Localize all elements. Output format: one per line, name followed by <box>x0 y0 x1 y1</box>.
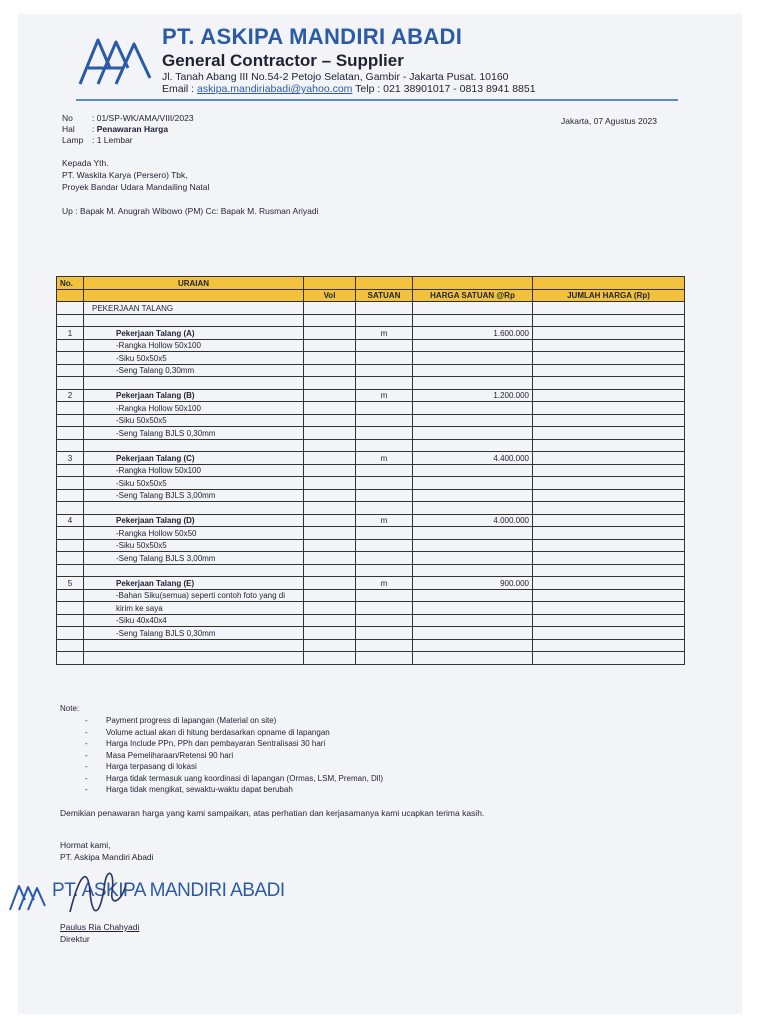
note-bullet: - <box>85 785 88 794</box>
cell-harga <box>413 552 533 565</box>
cell-desc: Pekerjaan Talang (E) <box>84 577 304 590</box>
cell-satuan <box>356 589 413 602</box>
note-bullet: - <box>85 750 88 760</box>
hal-value: Penawaran Harga <box>96 124 169 134</box>
cell-desc: -Seng Talang BJLS 3,00mm <box>84 552 304 565</box>
no-label: No <box>62 113 73 123</box>
table-row <box>57 527 685 540</box>
cell-satuan <box>356 377 413 390</box>
cell-no <box>57 352 84 365</box>
table-row <box>57 389 685 402</box>
cell-jumlah <box>533 364 685 377</box>
cell-desc: Pekerjaan Talang (A) <box>84 327 304 340</box>
company-logo-icon <box>76 28 160 88</box>
signature-scribble-icon <box>60 862 130 922</box>
note-item <box>60 715 383 727</box>
note-text: Harga Include PPn, PPh dan pembayaran Sentralisasi 30 hari <box>106 739 326 748</box>
table-row <box>57 464 685 477</box>
cell-no <box>57 427 84 440</box>
note-text: Volume actual akan di hitung berdasarkan opname di lapangan <box>106 727 330 737</box>
table-row <box>57 564 685 577</box>
cell-harga <box>413 652 533 665</box>
cell-no: 5 <box>57 577 84 590</box>
recipient-line-3: Proyek Bandar Udara Mandailing Natal <box>62 182 210 192</box>
cell-jumlah <box>533 514 685 527</box>
cell-jumlah <box>533 427 685 440</box>
cell-desc: -Siku 50x50x5 <box>84 414 304 427</box>
cell-vol <box>304 389 356 402</box>
note-text: Harga tidak mengikat, sewaktu-waktu dapat berubah <box>106 785 293 794</box>
cell-satuan <box>356 602 413 615</box>
cell-no <box>57 489 84 502</box>
cell-jumlah <box>533 577 685 590</box>
cell-jumlah <box>533 339 685 352</box>
cell-vol <box>304 639 356 652</box>
cell-satuan <box>356 564 413 577</box>
cell-harga <box>413 502 533 515</box>
cell-satuan <box>356 539 413 552</box>
cell-vol <box>304 452 356 465</box>
cell-harga: 900.000 <box>413 577 533 590</box>
cell-jumlah <box>533 452 685 465</box>
table-row <box>57 452 685 465</box>
cell-vol <box>304 564 356 577</box>
cell-harga <box>413 464 533 477</box>
company-stamp: PT. ASKIPA MANDIRI ABADI <box>52 880 285 901</box>
cell-no <box>57 414 84 427</box>
note-text: Harga terpasang di lokasi <box>106 762 197 771</box>
cell-harga: 1.200.000 <box>413 389 533 402</box>
cell-no <box>57 339 84 352</box>
cell-no <box>57 402 84 415</box>
cell-vol <box>304 514 356 527</box>
cell-jumlah <box>533 389 685 402</box>
table-row <box>57 502 685 515</box>
cell-jumlah <box>533 552 685 565</box>
cell-desc: Pekerjaan Talang (D) <box>84 514 304 527</box>
cell-satuan <box>356 414 413 427</box>
cell-harga <box>413 377 533 390</box>
cell-no <box>57 527 84 540</box>
header-blank-jumlah <box>533 277 685 290</box>
header-blank-uraian <box>84 289 304 302</box>
lamp-label: Lamp <box>62 135 84 145</box>
cell-desc: -Siku 50x50x5 <box>84 539 304 552</box>
cell-desc <box>84 314 304 327</box>
cell-no <box>57 377 84 390</box>
table-row <box>57 314 685 327</box>
cell-satuan <box>356 502 413 515</box>
cell-desc: -Seng Talang 0,30mm <box>84 364 304 377</box>
cell-no: 4 <box>57 514 84 527</box>
cell-no <box>57 539 84 552</box>
cell-satuan <box>356 439 413 452</box>
cell-jumlah <box>533 652 685 665</box>
cell-desc <box>84 377 304 390</box>
note-item <box>60 761 383 773</box>
cell-vol <box>304 439 356 452</box>
cell-vol <box>304 314 356 327</box>
cell-vol <box>304 577 356 590</box>
company-contact <box>162 83 536 95</box>
cell-no: 3 <box>57 452 84 465</box>
cell-satuan: m <box>356 327 413 340</box>
table-row <box>57 327 685 340</box>
cell-satuan: m <box>356 514 413 527</box>
cell-satuan <box>356 314 413 327</box>
cell-vol <box>304 602 356 615</box>
cell-no <box>57 314 84 327</box>
cell-jumlah <box>533 614 685 627</box>
cell-no <box>57 464 84 477</box>
cell-satuan <box>356 652 413 665</box>
cell-harga <box>413 589 533 602</box>
cell-jumlah <box>533 327 685 340</box>
table-row <box>57 402 685 415</box>
cell-satuan <box>356 489 413 502</box>
cell-vol <box>304 364 356 377</box>
notes-block <box>60 704 383 796</box>
letter-attachment <box>62 135 133 145</box>
cell-desc: -Rangka Hollow 50x100 <box>84 402 304 415</box>
cell-satuan <box>356 477 413 490</box>
company-address: Jl. Tanah Abang III No.54-2 Petojo Selatan, Gambir - Jakarta Pusat. 10160 <box>162 71 509 83</box>
cell-desc: -Rangka Hollow 50x100 <box>84 339 304 352</box>
cell-desc: -Siku 50x50x5 <box>84 352 304 365</box>
cell-satuan <box>356 527 413 540</box>
cell-no: 1 <box>57 327 84 340</box>
cell-vol <box>304 464 356 477</box>
table-row <box>57 339 685 352</box>
cell-harga <box>413 339 533 352</box>
cell-satuan <box>356 364 413 377</box>
cell-jumlah <box>533 627 685 640</box>
cell-desc: -Bahan Siku(semua) seperti contoh foto yang di <box>84 589 304 602</box>
recipient-line-1: Kepada Yth. <box>62 158 109 168</box>
cell-satuan <box>356 402 413 415</box>
cell-jumlah <box>533 314 685 327</box>
sign-greeting: Hormat kami, <box>60 840 111 850</box>
table-row <box>57 652 685 665</box>
header-vol: Vol <box>304 289 356 302</box>
cell-satuan <box>356 614 413 627</box>
cell-harga <box>413 414 533 427</box>
cell-desc: -Seng Talang BJLS 0,30mm <box>84 627 304 640</box>
cell-jumlah <box>533 527 685 540</box>
cell-satuan <box>356 427 413 440</box>
cell-vol <box>304 627 356 640</box>
cell-jumlah <box>533 477 685 490</box>
cell-jumlah <box>533 464 685 477</box>
cell-vol <box>304 339 356 352</box>
cell-desc: Pekerjaan Talang (B) <box>84 389 304 402</box>
table-row <box>57 364 685 377</box>
table-row <box>57 614 685 627</box>
cell-no <box>57 589 84 602</box>
cell-satuan <box>356 627 413 640</box>
signer-title: Direktur <box>60 934 90 944</box>
letter-date: Jakarta, 07 Agustus 2023 <box>561 116 657 126</box>
cell-harga <box>413 614 533 627</box>
cell-no <box>57 477 84 490</box>
signer-name: Paulus Ria Chahyadi <box>60 922 140 932</box>
table-row <box>57 539 685 552</box>
note-item <box>60 773 383 785</box>
cell-desc <box>84 639 304 652</box>
letter-number <box>62 113 194 123</box>
cell-jumlah <box>533 639 685 652</box>
cell-desc <box>84 439 304 452</box>
header-blank-no <box>57 289 84 302</box>
note-bullet: - <box>85 716 88 725</box>
section-title-row <box>57 302 685 315</box>
recipient-attention: Up : Bapak M. Anugrah Wibowo (PM) Cc: Bapak M. Rusman Ariyadi <box>62 206 319 216</box>
cell-harga <box>413 527 533 540</box>
cell-jumlah <box>533 402 685 415</box>
cell-no: 2 <box>57 389 84 402</box>
letter-subject: Hal : Penawaran Harga <box>62 124 169 134</box>
cell-harga: 4.400.000 <box>413 452 533 465</box>
cell-no <box>57 639 84 652</box>
cell-no <box>57 614 84 627</box>
stamp-logo-icon <box>8 878 48 912</box>
cell-harga <box>413 602 533 615</box>
cell-harga <box>413 539 533 552</box>
cell-jumlah <box>533 489 685 502</box>
header-blank-vol <box>304 277 356 290</box>
table-row <box>57 589 685 602</box>
cell-desc: -Rangka Hollow 50x50 <box>84 527 304 540</box>
table-row <box>57 552 685 565</box>
cell-desc <box>84 502 304 515</box>
cell-vol <box>304 427 356 440</box>
note-bullet: - <box>85 773 88 783</box>
table-row <box>57 427 685 440</box>
note-text: Harga tidak termasuk uang koordinasi di lapangan (Ormas, LSM, Preman, Dll) <box>106 773 384 783</box>
cell-harga <box>413 402 533 415</box>
cell-desc: Pekerjaan Talang (C) <box>84 452 304 465</box>
note-text: Payment progress di lapangan (Material on site) <box>106 716 277 725</box>
note-bullet: - <box>85 762 88 771</box>
hal-label: Hal <box>62 124 75 134</box>
cell-desc <box>84 652 304 665</box>
cell-harga <box>413 352 533 365</box>
table-row <box>57 377 685 390</box>
table-row <box>57 477 685 490</box>
cell-desc: -Seng Talang BJLS 0,30mm <box>84 427 304 440</box>
cell-no <box>57 502 84 515</box>
note-bullet: - <box>85 739 88 748</box>
email-label: Email : <box>162 83 195 95</box>
table-row <box>57 352 685 365</box>
cell-jumlah <box>533 377 685 390</box>
cell-vol <box>304 502 356 515</box>
cell-no <box>57 439 84 452</box>
cell-jumlah <box>533 539 685 552</box>
cell-vol <box>304 377 356 390</box>
cell-desc: -Rangka Hollow 50x100 <box>84 464 304 477</box>
note-item <box>60 727 383 739</box>
cell-desc: kirim ke saya <box>84 602 304 615</box>
phone-text: Telp : 021 38901017 - 0813 8941 8851 <box>355 83 536 95</box>
cell-no <box>57 364 84 377</box>
cell-harga <box>413 477 533 490</box>
cell-vol <box>304 527 356 540</box>
company-tagline: General Contractor – Supplier <box>162 51 404 70</box>
cell-vol <box>304 489 356 502</box>
cell-harga <box>413 364 533 377</box>
sign-company: PT. Askipa Mandiri Abadi <box>60 852 154 862</box>
table-row <box>57 602 685 615</box>
table-row <box>57 627 685 640</box>
cell-jumlah <box>533 502 685 515</box>
cell-vol <box>304 477 356 490</box>
header-uraian: URAIAN <box>84 277 304 290</box>
lamp-value: : 1 Lembar <box>92 135 133 145</box>
table-header-row-1 <box>57 277 685 290</box>
cell-jumlah <box>533 602 685 615</box>
header-divider <box>76 99 678 101</box>
cell-vol <box>304 327 356 340</box>
cell-desc <box>84 564 304 577</box>
header-no: No. <box>57 277 84 290</box>
cell-harga <box>413 627 533 640</box>
cell-satuan: m <box>356 577 413 590</box>
cell-vol <box>304 414 356 427</box>
table-row <box>57 439 685 452</box>
table-row <box>57 639 685 652</box>
header-satuan: SATUAN <box>356 289 413 302</box>
no-value: : 01/SP-WK/AMA/VIII/2023 <box>92 113 194 123</box>
cell-harga <box>413 427 533 440</box>
header-blank-satuan <box>356 277 413 290</box>
cell-desc: -Siku 40x40x4 <box>84 614 304 627</box>
cell-satuan <box>356 639 413 652</box>
cell-jumlah <box>533 589 685 602</box>
cell-no <box>57 627 84 640</box>
cell-satuan: m <box>356 389 413 402</box>
cell-harga <box>413 639 533 652</box>
cell-harga: 4.000.000 <box>413 514 533 527</box>
cell-vol <box>304 402 356 415</box>
cell-harga: 1.600.000 <box>413 327 533 340</box>
cell-jumlah <box>533 564 685 577</box>
cell-satuan <box>356 352 413 365</box>
cell-vol <box>304 652 356 665</box>
email-link[interactable]: askipa.mandiriabadi@yahoo.com <box>197 83 353 95</box>
cell-jumlah <box>533 439 685 452</box>
header-jumlah-harga: JUMLAH HARGA (Rp) <box>533 289 685 302</box>
cell-harga <box>413 439 533 452</box>
cell-vol <box>304 352 356 365</box>
cell-vol <box>304 589 356 602</box>
cell-harga <box>413 564 533 577</box>
cell-vol <box>304 552 356 565</box>
cell-desc: -Siku 50x50x5 <box>84 477 304 490</box>
quotation-table <box>56 276 685 665</box>
table-header-row-2 <box>57 289 685 302</box>
notes-list <box>60 715 383 796</box>
cell-harga <box>413 314 533 327</box>
cell-vol <box>304 614 356 627</box>
cell-harga <box>413 489 533 502</box>
cell-satuan: m <box>356 452 413 465</box>
table-row <box>57 414 685 427</box>
table-row <box>57 577 685 590</box>
cell-jumlah <box>533 414 685 427</box>
cell-vol <box>304 539 356 552</box>
cell-no <box>57 652 84 665</box>
closing-text: Demikian penawaran harga yang kami sampaikan, atas perhatian dan kerjasamanya kami ucapkan terima kasih. <box>60 808 485 818</box>
company-name: PT. ASKIPA MANDIRI ABADI <box>162 24 463 49</box>
table-row <box>57 514 685 527</box>
note-item <box>60 784 383 796</box>
header-harga-satuan: HARGA SATUAN @Rp <box>413 289 533 302</box>
cell-satuan <box>356 552 413 565</box>
table-row <box>57 489 685 502</box>
note-item <box>60 738 383 750</box>
cell-no <box>57 564 84 577</box>
cell-no <box>57 602 84 615</box>
note-bullet: - <box>85 727 88 737</box>
cell-jumlah <box>533 352 685 365</box>
cell-satuan <box>356 464 413 477</box>
section-title: PEKERJAAN TALANG <box>84 302 304 315</box>
note-item <box>60 750 383 762</box>
cell-no <box>57 552 84 565</box>
notes-title: Note: <box>60 704 80 713</box>
header-blank-harga <box>413 277 533 290</box>
recipient-line-2: PT. Waskita Karya (Persero) Tbk, <box>62 170 188 180</box>
note-text: Masa Pemeliharaan/Retensi 90 hari <box>106 750 234 760</box>
cell-satuan <box>356 339 413 352</box>
cell-desc: -Seng Talang BJLS 3,00mm <box>84 489 304 502</box>
